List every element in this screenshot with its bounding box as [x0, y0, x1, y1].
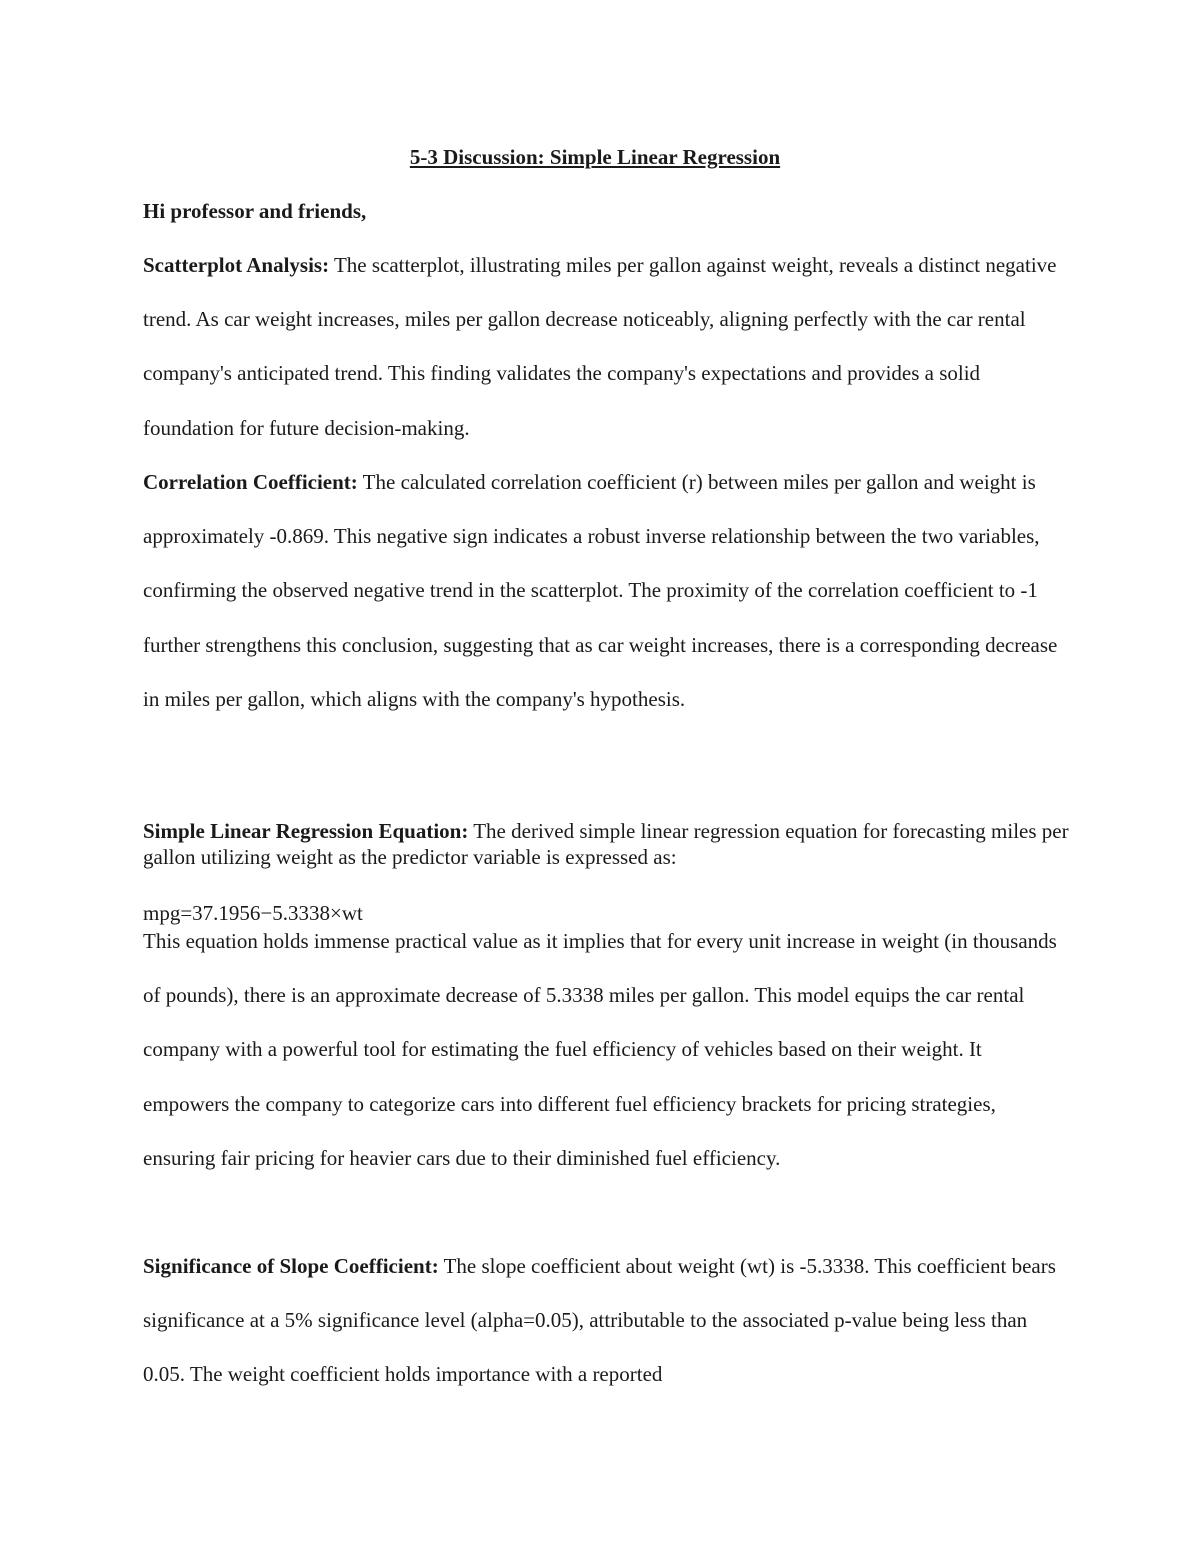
- regression-paragraph: [143, 818, 1073, 870]
- scatterplot-paragraph: [143, 238, 1073, 455]
- scatterplot-body: The scatterplot, illustrating miles per gallon against weight, reveals a distinct negative trend. As car weight increases, miles per gallon decrease noticeably, aligning perfectly with the car rental company's anticipated trend. This finding validates the company's expectations and provides a solid foundation for future decision-making.: [143, 253, 1057, 440]
- greeting: Hi professor and friends,: [143, 199, 367, 223]
- correlation-heading: Correlation Coefficient:: [143, 470, 358, 494]
- scatterplot-heading: Scatterplot Analysis:: [143, 253, 330, 277]
- regression-equation: mpg=37.1956−5.3338×wt: [143, 901, 363, 925]
- significance-heading: Significance of Slope Coefficient:: [143, 1254, 439, 1278]
- regression-heading: Simple Linear Regression Equation:: [143, 819, 469, 843]
- page-title: 5-3 Discussion: Simple Linear Regression: [409, 145, 781, 169]
- correlation-paragraph: [143, 455, 1073, 726]
- significance-body: The slope coefficient about weight (wt) is -5.3338. This coefficient bears significance at a 5% significance level (alpha=0.05), attributable to the associated p-value being less than 0.05. The weight coefficient holds importance with a reported: [143, 1254, 1056, 1387]
- regression-body: The derived simple linear regression equation for forecasting miles per gallon utilizing weight as the predictor variable is expressed as:: [143, 819, 1069, 869]
- significance-paragraph: [143, 1239, 1073, 1402]
- regression-explanation: This equation holds immense practical value as it implies that for every unit increase in weight (in thousands of pounds), there is an approximate decrease of 5.3338 miles per gallon. This model equips the car rental company with a powerful tool for estimating the fuel efficiency of vehicles based on their weight. It empowers the company to categorize cars into different fuel efficiency brackets for pricing strategies, ensuring fair pricing for heavier cars due to their diminished fuel efficiency.: [143, 929, 1057, 1170]
- correlation-body: The calculated correlation coefficient (r) between miles per gallon and weight is approximately -0.869. This negative sign indicates a robust inverse relationship between the two variables, confirming the observed negative trend in the scatterplot. The proximity of the correlation coefficient to -1 further strengthens this conclusion, suggesting that as car weight increases, there is a corresponding decrease in miles per gallon, which aligns with the company's hypothesis.: [143, 470, 1058, 711]
